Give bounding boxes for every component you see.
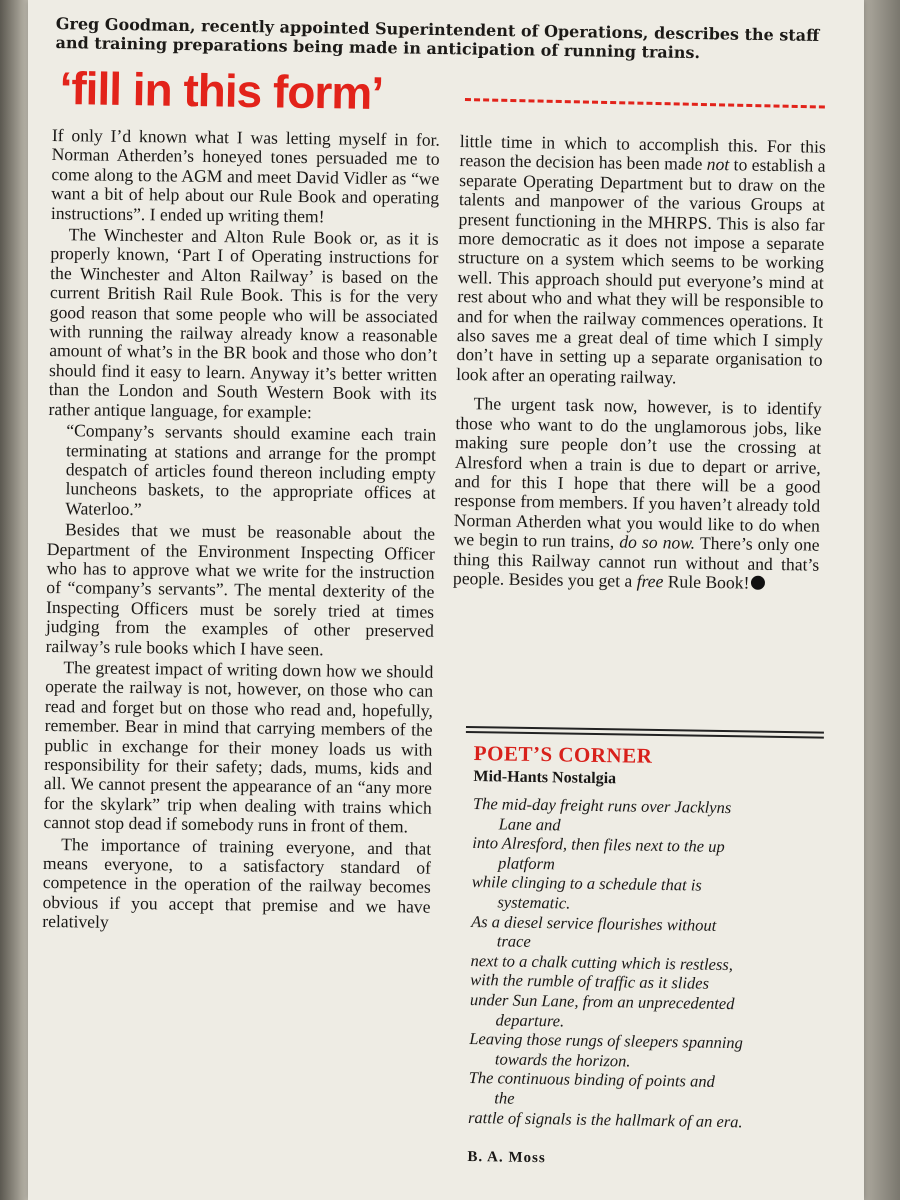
line-text: As a diesel service flourishes without <box>471 911 717 935</box>
line-text: under Sun Lane, from an unprecedented <box>469 989 735 1014</box>
poem-line <box>472 833 829 878</box>
article-headline: ‘fill in this form’ <box>59 62 384 120</box>
poem-title: Mid-Hants Nostalgia <box>473 767 617 788</box>
binding-shadow-left <box>0 0 30 1200</box>
line-text: into Alresford, then files next to the up <box>472 833 725 857</box>
block-quote: “Company’s servants should examine each train terminating at stations and arrange for the prompt despatch of articles found thereon including empty luncheons baskets, to the appropriate offices at Waterloo.” <box>65 420 437 519</box>
text-run: little time in which to accomplish this. For this reason the decision has been made <box>459 131 826 175</box>
article-right-column <box>453 132 826 596</box>
emphasis: not <box>706 154 730 175</box>
line-text: with the rumble of traffic as it slides <box>470 970 710 994</box>
section-heading: POET’S CORNER <box>473 740 653 768</box>
text-run: The urgent task now, however, is to identify those who want to do the unglamorous jobs, like making sure people don’t use the crossing at Alresford when a train is due to depart or arrive, and for this I hope that there will be a good response from members. If you haven’t already told Norman Atherden what you would like to do when we begin to run trains, <box>453 393 822 552</box>
paragraph: The importance of training everyone, and that means everyone, to a satisfactory standard of competence in the operation of the railway becomes obvious if you accept that premise and we have relatively <box>42 833 432 933</box>
line-text: while clinging to a schedule that is <box>471 872 702 895</box>
poem-line <box>471 912 828 957</box>
emphasis: free <box>636 570 664 592</box>
text-run: There’s only one thing this Railway cannot run without and that’s people. Besides you get a <box>452 532 820 591</box>
line-text: Leaving those rungs of sleepers spanning <box>469 1029 744 1053</box>
paragraph <box>456 132 826 390</box>
emphasis: do so now. <box>619 531 696 553</box>
line-text: next to a chalk cutting which is restless, <box>470 950 734 974</box>
line-continuation: towards the horizon. <box>494 1049 631 1071</box>
text-run: Rule Book! <box>663 571 750 593</box>
line-continuation: the <box>494 1088 515 1108</box>
paragraph: Besides that we must be reasonable about the Department of the Environment Inspecting Officer who has to approve what we write for the instruction of “company’s servants”. The mental dexterity of the Inspecting Officers must be sorely tried at times judging from the examples of other preserved railway’s rule books which I have seen. <box>45 519 436 659</box>
paragraph: If only I’d known what I was letting myself in for. Norman Atherden’s honeyed tones persuaded me to come along to the AGM and meet David Vidler as “we want a bit of help about our Rule Book and operating instructions”. I ended up writing them! <box>50 125 440 226</box>
paragraph: The greatest impact of writing down how we should operate the railway is not, however, on those who can read and forget but on those who read and, hopefully, remember. Bear in mind that carrying members of the public in exchange for their money loads us with responsibility for their safety; dads, mums, kids and all. We cannot present the appearance of an “any more for the skylark” trip when dealing with trains which cannot stop dead if somebody runs in front of them. <box>43 657 434 837</box>
line-text: rattle of signals is the hallmark of an era. <box>467 1107 743 1131</box>
end-of-article-bullet-icon <box>751 576 765 590</box>
line-continuation: Lane and <box>498 813 561 834</box>
article-left-column <box>42 126 440 938</box>
poem-author: B. A. Moss <box>467 1149 546 1167</box>
poem-body <box>468 794 829 1133</box>
line-continuation: platform <box>497 853 556 874</box>
poem-line <box>468 1107 824 1132</box>
text-run: to establish a separate Operating Department but to draw on the talents and manpower of the various Groups at present functioning in the MHRPS. This is also far more democratic as it does not impose a separate structure on a system which seems to be working well. This approach should put everyone’s mind at rest about who and what they will be responsible to and for when the railway commences operations. It also saves me a great deal of time which I simply don’t have in setting up a separate organisation to look after an operating railway. <box>456 154 826 388</box>
line-continuation: departure. <box>495 1009 565 1030</box>
line-continuation: trace <box>496 931 531 952</box>
poets-corner-section <box>467 740 830 1172</box>
paragraph <box>453 394 822 594</box>
article-standfirst: Greg Goodman, recently appointed Superintendent of Operations, describes the staff and training preparations being made in anticipation of running trains. <box>55 14 820 63</box>
line-text: The mid-day freight runs over Jacklyns <box>472 793 732 818</box>
poem-line <box>468 1068 825 1113</box>
page-edge-right <box>860 0 900 1200</box>
line-continuation: systematic. <box>497 892 571 913</box>
poem-line <box>471 872 828 917</box>
poem-line <box>469 1029 826 1074</box>
poem-line <box>473 794 830 839</box>
line-text: The continuous binding of points and <box>468 1068 715 1092</box>
paragraph: The Winchester and Alton Rule Book or, as it is properly known, ‘Part I of Operating instructions for the Winchester and Alton Railway’ is based on the current British Rail Rule Book. This is for the very good reason that some people who will be associated with running the railway already know a reasonable amount of what’s in the BR book and those who don’t should find it easy to learn. Anyway it’s better written than the London and South Western Book with its rather antique language, for example: <box>48 224 439 422</box>
poem-line <box>469 990 826 1035</box>
